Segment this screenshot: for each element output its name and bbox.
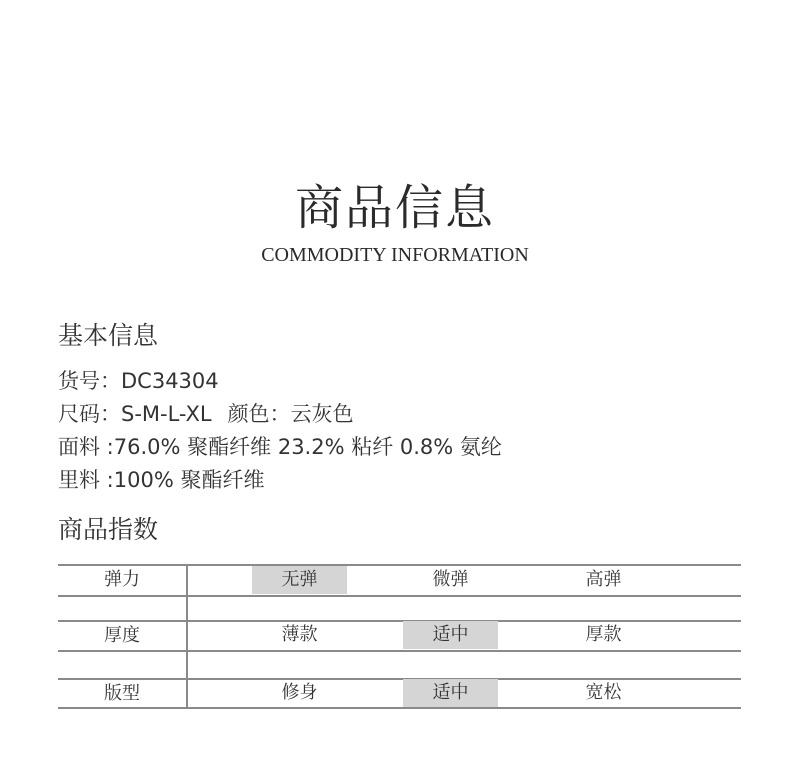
fabric-value: 76.0% 聚酯纤维 23.2% 粘纤 0.8% 氨纶	[113, 435, 502, 459]
fit-option-loose: 宽松	[585, 682, 622, 703]
table-divider	[186, 564, 188, 708]
lining-value: 100% 聚酯纤维	[113, 468, 265, 492]
size-color-line	[58, 399, 354, 429]
elasticity-option-none: 无弹	[252, 566, 347, 594]
elasticity-option-slight: 微弹	[432, 569, 469, 590]
table-rule	[58, 650, 741, 652]
product-index-heading: 商品指数	[58, 515, 159, 544]
item-number-value: DC34304	[121, 369, 219, 393]
lining-line	[58, 465, 264, 495]
fabric-line	[58, 432, 502, 462]
page-subtitle: COMMODITY INFORMATION	[261, 244, 529, 266]
elasticity-option-high: 高弹	[585, 569, 622, 590]
fit-label: 版型	[104, 683, 140, 704]
thickness-option-thick: 厚款	[585, 624, 622, 645]
size-value: S-M-L-XL	[121, 402, 212, 426]
item-number-line	[58, 366, 219, 396]
product-index-table	[58, 564, 741, 708]
color-value: 云灰色	[290, 402, 354, 426]
color-label: 颜色：	[227, 402, 291, 426]
thickness-label: 厚度	[104, 625, 140, 646]
fit-option-slim: 修身	[281, 682, 318, 703]
thickness-option-medium: 适中	[403, 621, 498, 649]
item-number-label: 货号：	[58, 369, 121, 393]
fabric-label: 面料 :	[58, 435, 114, 459]
lining-label: 里料 :	[58, 468, 114, 492]
size-label: 尺码：	[58, 402, 121, 426]
basic-info-heading: 基本信息	[58, 321, 159, 350]
thickness-option-thin: 薄款	[281, 624, 318, 645]
fit-option-regular: 适中	[403, 679, 498, 707]
elasticity-label: 弹力	[104, 569, 140, 590]
table-rule	[58, 595, 741, 597]
page-title: 商品信息	[294, 180, 495, 236]
